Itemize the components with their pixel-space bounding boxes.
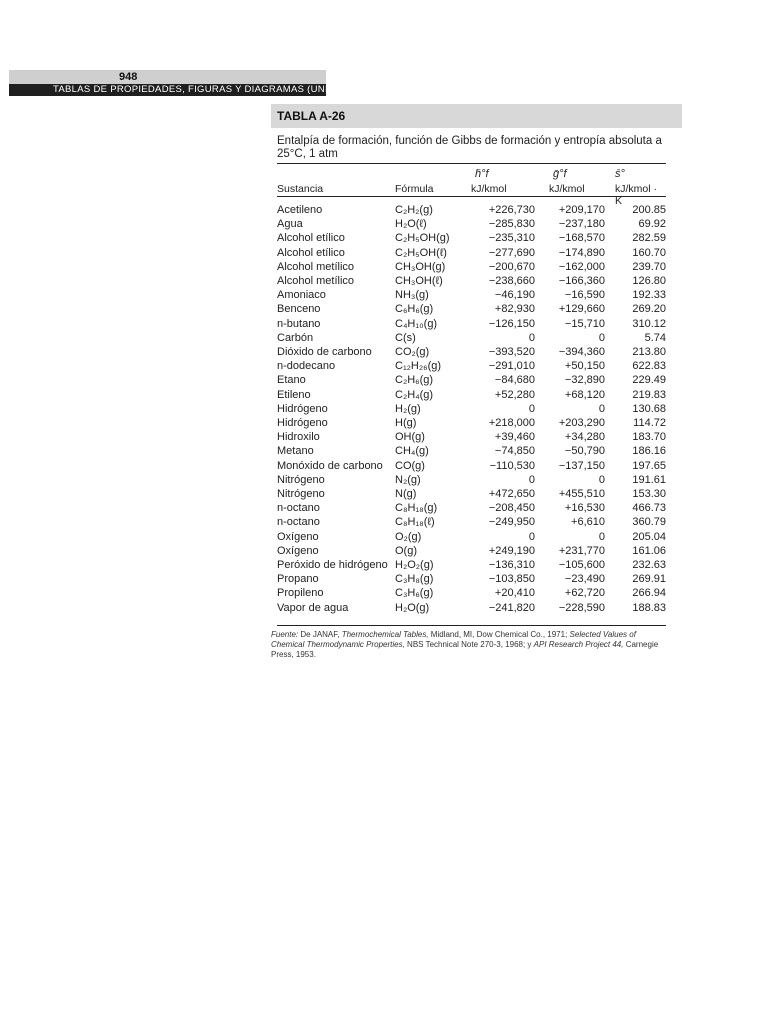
data-table [277, 203, 666, 615]
enthalpy-cell: −103,850 [488, 573, 535, 586]
enthalpy-cell: −84,680 [494, 374, 535, 387]
gibbs-cell: +203,290 [558, 417, 605, 430]
table-row [277, 558, 666, 572]
formula-cell: C₈H₁₈(ℓ) [395, 516, 435, 529]
formula-cell: CH₃OH(ℓ) [395, 275, 443, 288]
table-title: TABLA A-26 [271, 104, 682, 128]
formula-cell: N(g) [395, 488, 417, 501]
formula-cell: C₂H₆(g) [395, 374, 434, 387]
table-row [277, 430, 666, 444]
enthalpy-cell: −136,310 [488, 559, 535, 572]
table-row [277, 530, 666, 544]
table-row [277, 473, 666, 487]
formula-cell: C₃H₈(g) [395, 573, 434, 586]
substance-cell: Hidroxilo [277, 431, 320, 444]
gibbs-cell: −174,890 [558, 246, 605, 259]
enthalpy-cell: +20,410 [494, 587, 535, 600]
substance-cell: Propileno [277, 587, 324, 600]
table-header-rule [277, 196, 666, 197]
enthalpy-cell: −291,010 [488, 360, 535, 373]
gibbs-cell: +16,530 [564, 502, 605, 515]
formula-cell: N₂(g) [395, 473, 421, 486]
formula-cell: C₆H₆(g) [395, 303, 434, 316]
substance-cell: Peróxido de hidrógeno [277, 559, 388, 572]
source-text-4: Carnegie Press, 1953. [271, 639, 659, 659]
table-caption: Entalpía de formación, función de Gibbs de formación y entropía absoluta a 25°C, 1 atm [277, 135, 662, 160]
enthalpy-cell: 0 [528, 331, 535, 344]
formula-cell: C₁₂H₂₆(g) [395, 360, 442, 373]
table-row [277, 260, 666, 274]
substance-cell: Monóxido de carbono [277, 459, 383, 472]
entropy-cell: 232.63 [632, 559, 666, 572]
gibbs-cell: +68,120 [564, 388, 605, 401]
formula-cell: C₂H₅OH(ℓ) [395, 246, 447, 259]
entropy-cell: 160.70 [632, 246, 666, 259]
formula-cell: O(g) [395, 544, 417, 557]
enthalpy-cell: −200,670 [488, 260, 535, 273]
formula-cell: NH₃(g) [395, 289, 429, 302]
gibbs-cell: −228,590 [558, 601, 605, 614]
entropy-cell: 126.80 [632, 275, 666, 288]
gibbs-cell: −16,590 [564, 289, 605, 302]
formula-cell: C₂H₂(g) [395, 204, 433, 216]
formula-cell: C₈H₁₈(g) [395, 502, 438, 515]
col-header-formula: Fórmula [395, 183, 434, 195]
gibbs-cell: −166,360 [558, 275, 605, 288]
entropy-cell: 197.65 [632, 459, 666, 472]
gibbs-cell: +34,280 [564, 431, 605, 444]
gibbs-cell: −168,570 [558, 232, 605, 245]
formula-cell: C₄H₁₀(g) [395, 317, 438, 330]
gibbs-cell: −394,360 [558, 346, 605, 359]
formula-cell: CH₄(g) [395, 445, 429, 458]
entropy-cell: 213.80 [632, 346, 666, 359]
substance-cell: Hidrógeno [277, 402, 328, 415]
substance-cell: Benceno [277, 303, 321, 316]
enthalpy-cell: −74,850 [494, 445, 535, 458]
source-ref-1: Thermochemical Tables, [341, 629, 429, 639]
substance-cell: Nitrógeno [277, 473, 325, 486]
table-row [277, 231, 666, 245]
enthalpy-cell: −238,660 [488, 275, 535, 288]
table-row [277, 288, 666, 302]
entropy-symbol: s̄° [615, 168, 625, 180]
entropy-cell: 183.70 [632, 431, 666, 444]
enthalpy-cell: +472,650 [488, 488, 535, 501]
gibbs-symbol: ḡ°f [553, 168, 567, 180]
formula-cell: CH₃OH(g) [395, 260, 446, 273]
entropy-cell: 310.12 [632, 317, 666, 330]
substance-cell: Etileno [277, 388, 311, 401]
table-header [277, 164, 666, 207]
entropy-cell: 200.85 [632, 204, 666, 216]
substance-cell: n-dodecano [277, 360, 336, 373]
gibbs-cell: 0 [598, 530, 605, 543]
entropy-cell: 69.92 [638, 218, 666, 231]
enthalpy-cell: −285,830 [488, 218, 535, 231]
table-row [277, 586, 666, 600]
entropy-cell: 130.68 [632, 402, 666, 415]
substance-cell: Acetileno [277, 204, 323, 216]
entropy-cell: 266.94 [632, 587, 666, 600]
entropy-cell: 219.83 [632, 388, 666, 401]
substance-cell: Alcohol etílico [277, 232, 345, 245]
gibbs-cell: −50,790 [564, 445, 605, 458]
table-row [277, 416, 666, 430]
enthalpy-cell: +82,930 [494, 303, 535, 316]
gibbs-cell: +455,510 [558, 488, 605, 501]
enthalpy-cell: −277,690 [488, 246, 535, 259]
gibbs-cell: −15,710 [564, 317, 605, 330]
substance-cell: n-octano [277, 502, 320, 515]
table-row [277, 274, 666, 288]
table-row [277, 444, 666, 458]
enthalpy-cell: −241,820 [488, 601, 535, 614]
gibbs-cell: 0 [598, 473, 605, 486]
source-ref-2: Selected Values of Chemical Thermodynamic Properties, [271, 629, 636, 649]
table-row [277, 402, 666, 416]
substance-cell: n-butano [277, 317, 321, 330]
entropy-cell: 229.49 [632, 374, 666, 387]
table-source-note [271, 626, 671, 660]
table-row [277, 217, 666, 231]
gibbs-cell: +62,720 [564, 587, 605, 600]
gibbs-cell: −237,180 [558, 218, 605, 231]
enthalpy-cell: 0 [528, 530, 535, 543]
table-row [277, 601, 666, 615]
entropy-cell: 114.72 [633, 417, 666, 430]
substance-cell: n-octano [277, 516, 320, 529]
gibbs-cell: −162,000 [558, 260, 605, 273]
gibbs-cell: 0 [598, 331, 605, 344]
entropy-cell: 205.04 [632, 530, 666, 543]
gibbs-cell: −105,600 [558, 559, 605, 572]
substance-cell: Carbón [277, 331, 314, 344]
table-row [277, 388, 666, 402]
enthalpy-cell: −235,310 [488, 232, 535, 245]
gibbs-cell: 0 [598, 402, 605, 415]
entropy-cell: 360.79 [632, 516, 666, 529]
substance-cell: Metano [277, 445, 314, 458]
table-row [277, 544, 666, 558]
entropy-cell: 188.83 [632, 601, 666, 614]
enthalpy-cell: 0 [528, 473, 535, 486]
enthalpy-cell: −208,450 [488, 502, 535, 515]
enthalpy-cell: +226,730 [488, 204, 535, 216]
enthalpy-cell: −110,530 [489, 459, 535, 472]
entropy-cell: 153.30 [632, 488, 666, 501]
formula-cell: H₂O₂(g) [395, 559, 434, 572]
entropy-cell: 186.16 [632, 445, 666, 458]
formula-cell: OH(g) [395, 431, 425, 444]
enthalpy-cell: −249,950 [488, 516, 535, 529]
entropy-cell: 622.83 [632, 360, 666, 373]
table-row [277, 572, 666, 586]
table-row [277, 459, 666, 473]
enthalpy-cell: 0 [528, 402, 535, 415]
formula-cell: C₃H₆(g) [395, 587, 434, 600]
gibbs-cell: +6,610 [571, 516, 605, 529]
table-row [277, 331, 666, 345]
table-row [277, 373, 666, 387]
enthalpy-cell: +249,190 [488, 544, 535, 557]
table-row [277, 359, 666, 373]
table-row [277, 345, 666, 359]
formula-cell: H₂O(g) [395, 601, 430, 614]
col-header-enthalpy-unit: kJ/kmol [471, 183, 507, 195]
formula-cell: H₂(g) [395, 402, 421, 415]
table-row [277, 302, 666, 316]
formula-cell: C(s) [395, 331, 416, 344]
entropy-cell: 269.91 [632, 573, 666, 586]
section-title: TABLAS DE PROPIEDADES, FIGURAS Y DIAGRAMAS (UNIDADES SI) [9, 84, 326, 96]
enthalpy-cell: +52,280 [494, 388, 535, 401]
enthalpy-cell: +39,460 [494, 431, 535, 444]
entropy-cell: 466.73 [632, 502, 666, 515]
substance-cell: Alcohol metílico [277, 260, 355, 273]
gibbs-cell: −32,890 [564, 374, 605, 387]
formula-cell: C₂H₅OH(g) [395, 232, 450, 245]
gibbs-cell: −23,490 [564, 573, 605, 586]
enthalpy-cell: −46,190 [494, 289, 535, 302]
table-row [277, 317, 666, 331]
property-table [271, 104, 682, 660]
enthalpy-cell: −126,150 [488, 317, 535, 330]
enthalpy-cell: −393,520 [488, 346, 535, 359]
formula-cell: O₂(g) [395, 530, 422, 543]
source-lead: Fuente: [271, 629, 299, 639]
page-number: 948 [9, 70, 326, 84]
table-row [277, 203, 666, 217]
gibbs-cell: +50,150 [564, 360, 605, 373]
enthalpy-cell: +218,000 [488, 417, 535, 430]
substance-cell: Amoniaco [277, 289, 326, 302]
source-text-3: NBS Technical Note 270-3, 1968; y [404, 639, 534, 649]
gibbs-cell: −137,150 [558, 459, 605, 472]
table-row [277, 487, 666, 501]
substance-cell: Hidrógeno [277, 417, 328, 430]
formula-cell: CO(g) [395, 459, 425, 472]
page-header [9, 70, 379, 96]
source-text-2: Midland, MI, Dow Chemical Co., 1971; [428, 629, 570, 639]
source-text-1: De JANAF, [298, 629, 342, 639]
substance-cell: Alcohol metílico [277, 275, 355, 288]
substance-cell: Agua [277, 218, 303, 231]
col-header-entropy-unit: kJ/kmol · K [615, 183, 657, 207]
entropy-cell: 192.33 [632, 289, 666, 302]
formula-cell: CO₂(g) [395, 346, 430, 359]
substance-cell: Oxígeno [277, 544, 319, 557]
entropy-cell: 191.61 [632, 473, 666, 486]
substance-cell: Nitrógeno [277, 488, 325, 501]
source-ref-3: API Research Project 44, [533, 639, 624, 649]
substance-cell: Etano [277, 374, 306, 387]
gibbs-cell: +231,770 [558, 544, 605, 557]
col-header-gibbs-unit: kJ/kmol [549, 183, 585, 195]
formula-cell: H(g) [395, 417, 417, 430]
substance-cell: Propano [277, 573, 319, 586]
table-row [277, 501, 666, 515]
entropy-cell: 282.59 [632, 232, 666, 245]
enthalpy-symbol: h̄°f [475, 168, 489, 180]
table-row [277, 246, 666, 260]
formula-cell: C₂H₄(g) [395, 388, 434, 401]
formula-cell: H₂O(ℓ) [395, 218, 427, 231]
col-header-substance: Sustancia [277, 183, 324, 195]
table-row [277, 515, 666, 529]
substance-cell: Oxígeno [277, 530, 319, 543]
entropy-cell: 161.06 [632, 544, 666, 557]
substance-cell: Dióxido de carbono [277, 346, 372, 359]
gibbs-cell: +129,660 [558, 303, 605, 316]
substance-cell: Vapor de agua [277, 601, 349, 614]
entropy-cell: 269.20 [632, 303, 666, 316]
gibbs-cell: +209,170 [558, 204, 605, 216]
entropy-cell: 5.74 [644, 331, 666, 344]
substance-cell: Alcohol etílico [277, 246, 345, 259]
entropy-cell: 239.70 [632, 260, 666, 273]
